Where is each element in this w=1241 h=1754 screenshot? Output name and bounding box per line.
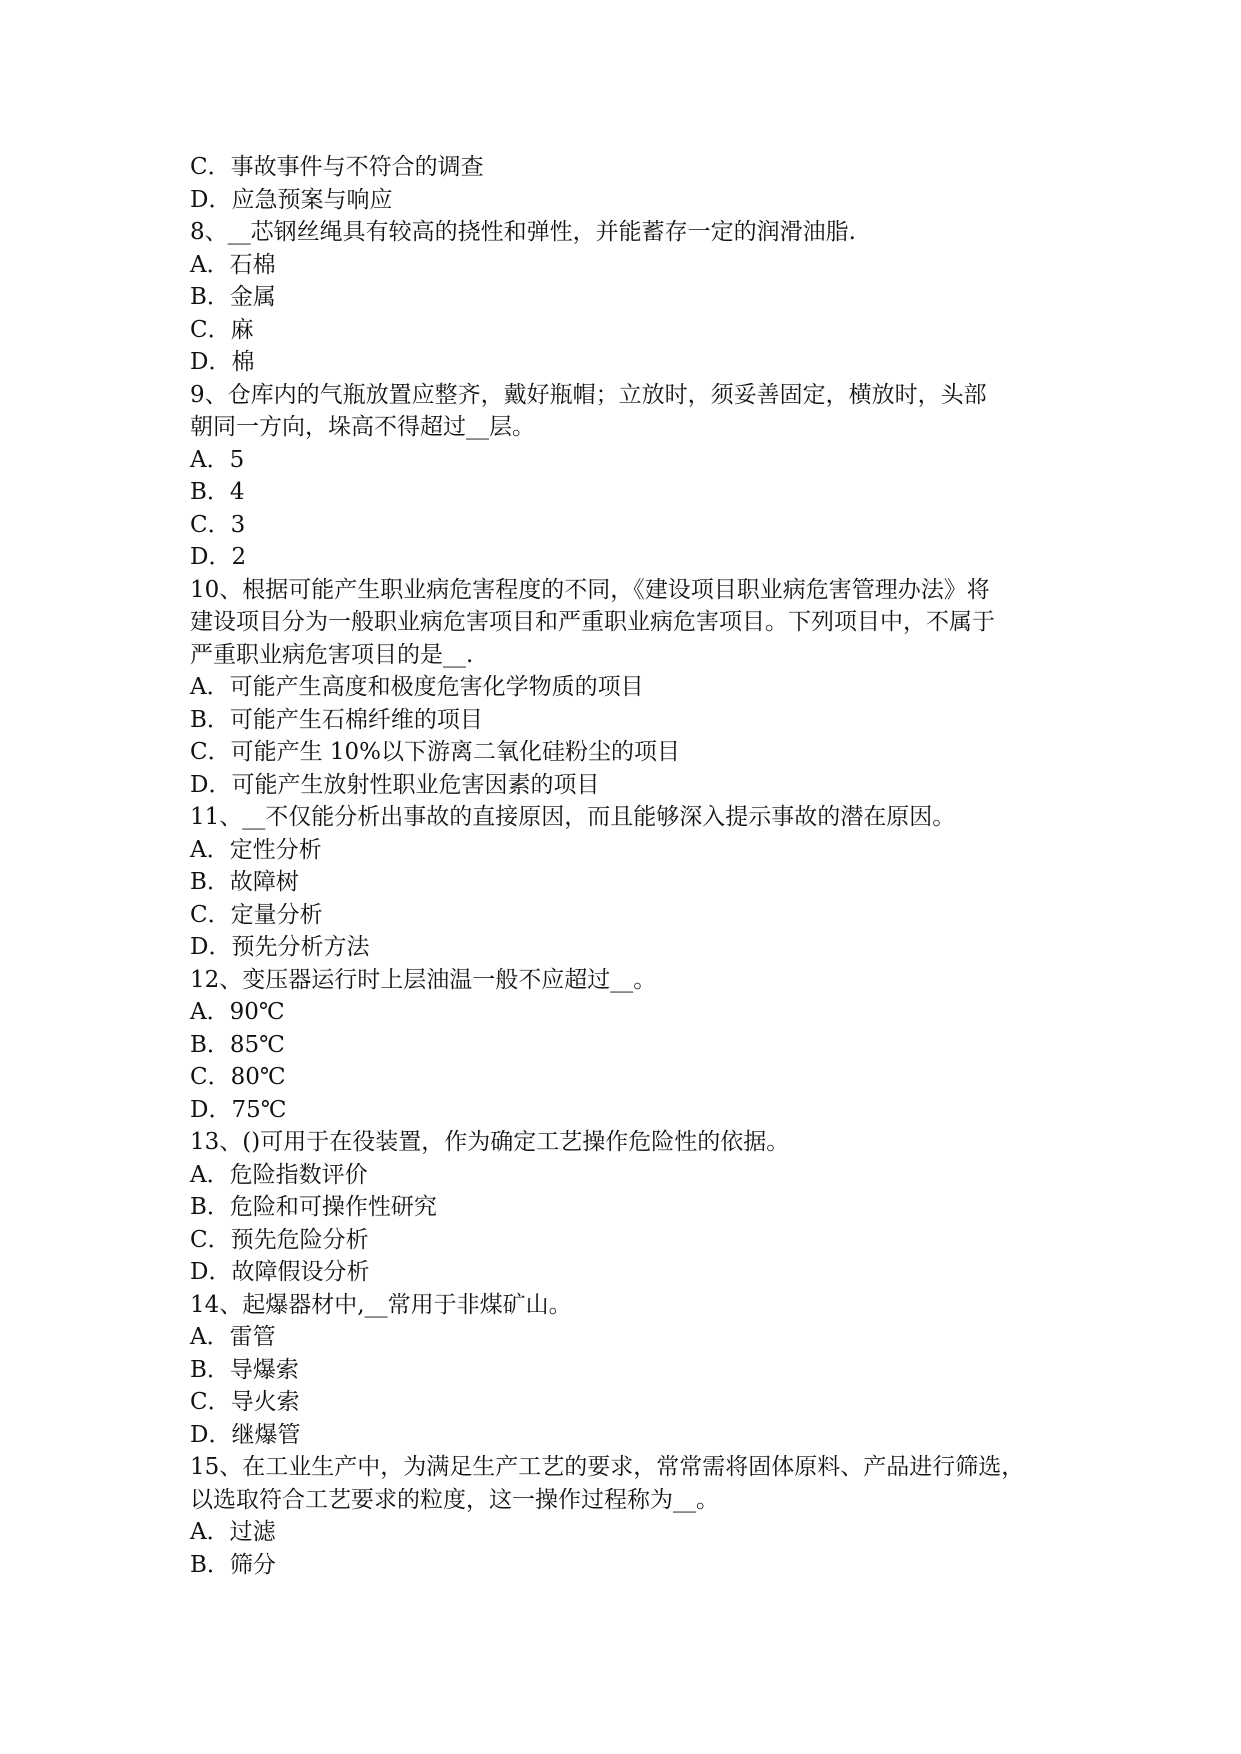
option-line: B．85℃ <box>190 1031 285 1058</box>
option-line: A．90℃ <box>190 999 285 1025</box>
option-line: B．4 <box>190 479 245 505</box>
option-line: A．雷管 <box>190 1324 276 1350</box>
option-line: C．定量分析 <box>190 901 323 928</box>
option-line: D．可能产生放射性职业危害因素的项目 <box>190 771 600 798</box>
question-stem: 朝同一方向，垛高不得超过__层。 <box>190 414 535 440</box>
option-line: B．导爆索 <box>190 1356 299 1383</box>
question-stem: 14、起爆器材中,__常用于非煤矿山。 <box>190 1291 572 1318</box>
option-line: A．定性分析 <box>190 836 322 863</box>
option-line: B．危险和可操作性研究 <box>190 1194 437 1220</box>
option-line: A．可能产生高度和极度危害化学物质的项目 <box>190 674 644 700</box>
option-line: D．棉 <box>190 349 255 375</box>
option-line: C．可能产生 10%以下游离二氧化硅粉尘的项目 <box>190 739 681 765</box>
option-line: A．过滤 <box>190 1519 276 1545</box>
question-stem: 12、变压器运行时上层油温一般不应超过__。 <box>190 966 657 993</box>
question-stem: 15、在工业生产中，为满足生产工艺的要求，常常需将固体原料、产品进行筛选， <box>190 1454 1025 1480</box>
option-line: B．筛分 <box>190 1551 276 1578</box>
question-stem: 13、()可用于在役装置，作为确定工艺操作危险性的依据。 <box>190 1129 790 1155</box>
question-stem: 10、根据可能产生职业病危害程度的不同，《建设项目职业病危害管理办法》将 <box>190 576 990 603</box>
option-line: A．5 <box>190 446 245 473</box>
option-line: C．事故事件与不符合的调查 <box>190 154 484 180</box>
question-stem: 8、__芯钢丝绳具有较高的挠性和弹性，并能蓄存一定的润滑油脂. <box>190 219 856 245</box>
question-list <box>190 151 1060 1581</box>
option-line: D．75℃ <box>190 1096 287 1123</box>
option-line: A．石棉 <box>190 251 276 278</box>
option-line: D．应急预案与响应 <box>190 186 393 213</box>
option-line: B．金属 <box>190 284 276 310</box>
question-stem: 严重职业病危害项目的是__. <box>190 641 474 668</box>
question-stem: 11、__不仅能分析出事故的直接原因，而且能够深入提示事故的潜在原因。 <box>190 804 956 830</box>
question-stem: 以选取符合工艺要求的粒度，这一操作过程称为__。 <box>190 1486 719 1513</box>
option-line: A．危险指数评价 <box>190 1161 368 1188</box>
option-line: D．继爆管 <box>190 1421 301 1448</box>
option-line: D．预先分析方法 <box>190 934 370 960</box>
option-line: C．3 <box>190 511 246 538</box>
option-line: B．故障树 <box>190 869 299 895</box>
option-line: C．麻 <box>190 316 254 343</box>
option-line: D．故障假设分析 <box>190 1259 370 1285</box>
option-line: D．2 <box>190 544 247 570</box>
option-line: B．可能产生石棉纤维的项目 <box>190 706 483 733</box>
option-line: C．80℃ <box>190 1064 286 1090</box>
option-line: C．预先危险分析 <box>190 1226 369 1253</box>
question-stem: 9、仓库内的气瓶放置应整齐，戴好瓶帽；立放时，须妥善固定，横放时，头部 <box>190 381 987 408</box>
option-line: C．导火索 <box>190 1389 300 1415</box>
question-stem: 建设项目分为一般职业病危害项目和严重职业病危害项目。下列项目中，不属于 <box>190 609 995 635</box>
